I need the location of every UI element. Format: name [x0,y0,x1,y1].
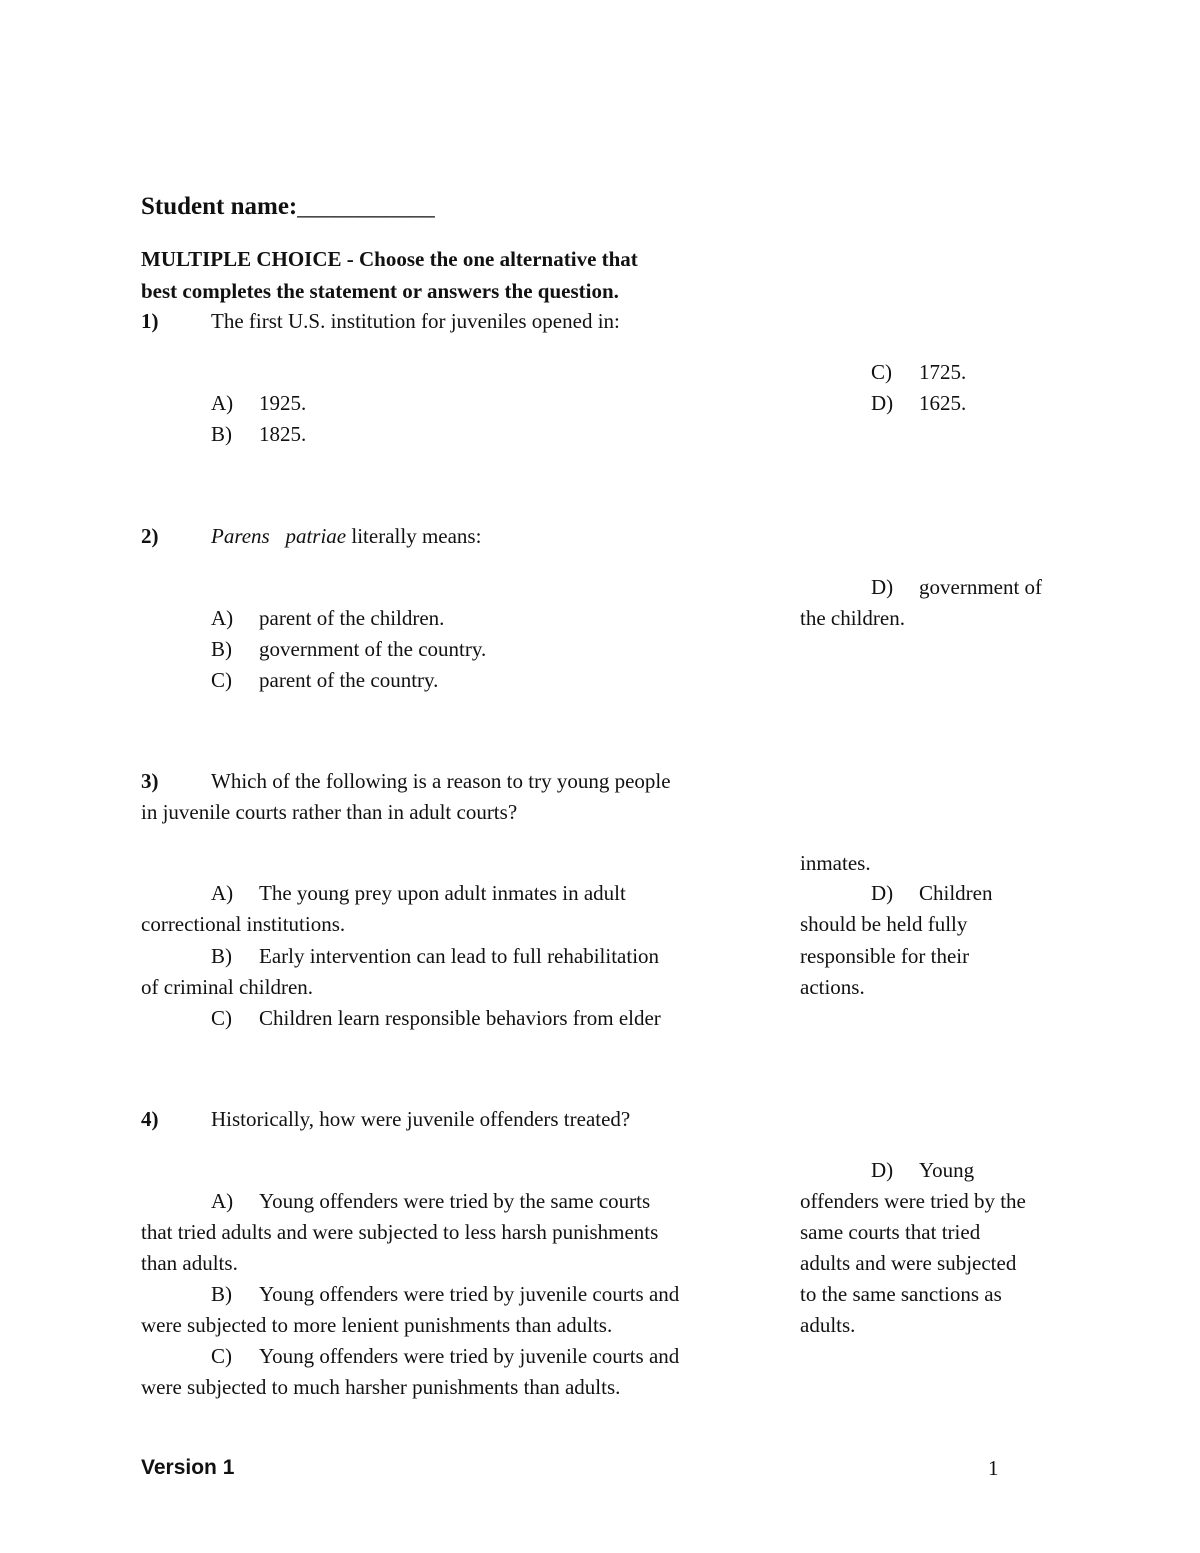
question-3-stem [141,766,671,797]
question-4-option-d-line-4: adults and were subjected [800,1251,1017,1275]
option-letter: C) [211,1006,232,1030]
option-text: government of the country. [259,637,487,661]
question-2-text: literally means: [346,524,482,548]
option-text: parent of the country. [259,668,439,692]
instructions-line-1: MULTIPLE CHOICE - Choose the one alternative that [141,247,638,271]
option-text: parent of the children. [259,606,445,630]
question-3-option-d [871,878,993,909]
question-3-option-c-cont: inmates. [800,851,871,875]
question-1-option-d [871,388,966,419]
option-letter: A) [211,391,234,415]
question-3-text: Which of the following is a reason to try young people [211,769,671,793]
option-letter: D) [871,391,894,415]
question-4-option-a-line-3: than adults. [141,1251,238,1275]
option-letter: A) [211,881,234,905]
question-4-option-b [211,1279,679,1310]
page-number: 1 [988,1456,999,1480]
option-text: 1725. [919,360,967,384]
student-name-text: Student name: [141,193,298,220]
question-3-stem-cont: in juvenile courts rather than in adult courts? [141,800,518,824]
option-letter: C) [871,360,892,384]
option-text: 1625. [919,391,967,415]
question-3-number: 3) [141,769,159,793]
question-2-option-d [871,572,1042,603]
question-3-option-c [211,1003,661,1034]
question-1-text: The first U.S. institution for juveniles opened in: [211,309,620,333]
footer-version: Version 1 [141,1456,235,1479]
question-4-option-a-line-2: that tried adults and were subjected to less harsh punishments [141,1220,659,1244]
question-2-option-a [211,603,444,634]
question-4-option-d [871,1155,974,1186]
option-text: Children learn responsible behaviors from elder [259,1006,661,1030]
option-text: Young offenders were tried by the same courts [259,1189,651,1213]
option-text: 1825. [259,422,307,446]
question-4-option-d-line-6: adults. [800,1313,856,1337]
question-1-option-b [211,419,306,450]
option-text: The young prey upon adult inmates in adult [259,881,626,905]
option-letter: C) [211,668,232,692]
question-2-number: 2) [141,524,159,548]
question-3-option-b-cont: of criminal children. [141,975,314,999]
question-3-option-d-line-3: responsible for their [800,944,970,968]
question-4-option-d-line-2: offenders were tried by the [800,1189,1026,1213]
option-letter: A) [211,1189,234,1213]
question-4-stem [141,1104,630,1135]
question-4-text: Historically, how were juvenile offenders treated? [211,1107,631,1131]
question-1-number: 1) [141,309,159,333]
option-letter: B) [211,1282,232,1306]
question-4-option-c [211,1341,679,1372]
question-2-option-c [211,665,438,696]
option-text: Young [919,1158,975,1182]
question-2-italic-term: Parens patriae [211,524,347,548]
question-4-option-a [211,1186,650,1217]
option-letter: A) [211,606,234,630]
question-4-option-d-line-5: to the same sanctions as [800,1282,1002,1306]
question-3-option-a [211,878,626,909]
question-1-option-a [211,388,306,419]
question-2-option-b [211,634,486,665]
question-4-option-c-line-2: were subjected to much harsher punishments than adults. [141,1375,621,1399]
option-text: Children [919,881,993,905]
student-name-blank: ___________ [297,193,435,220]
instructions-line-2: best completes the statement or answers the question. [141,279,619,303]
option-text: 1925. [259,391,307,415]
question-2-option-d-cont: the children. [800,606,905,630]
question-3-option-d-line-4: actions. [800,975,865,999]
option-letter: C) [211,1344,232,1368]
question-3-option-b [211,941,659,972]
option-letter: D) [871,1158,894,1182]
question-3-option-a-cont: correctional institutions. [141,912,346,936]
question-4-option-b-line-2: were subjected to more lenient punishments than adults. [141,1313,613,1337]
option-text: Early intervention can lead to full rehabilitation [259,944,660,968]
question-1-stem [141,306,620,337]
option-letter: D) [871,575,894,599]
student-name-label [141,193,435,221]
option-letter: D) [871,881,894,905]
option-text: Young offenders were tried by juvenile courts and [259,1344,680,1368]
question-4-number: 4) [141,1107,159,1131]
question-1-option-c [871,357,966,388]
question-2-stem [141,521,481,552]
option-text: government of [919,575,1043,599]
option-letter: B) [211,637,232,661]
question-4-option-d-line-3: same courts that tried [800,1220,981,1244]
option-letter: B) [211,944,232,968]
option-letter: B) [211,422,232,446]
question-3-option-d-line-2: should be held fully [800,912,968,936]
option-text: Young offenders were tried by juvenile courts and [259,1282,680,1306]
